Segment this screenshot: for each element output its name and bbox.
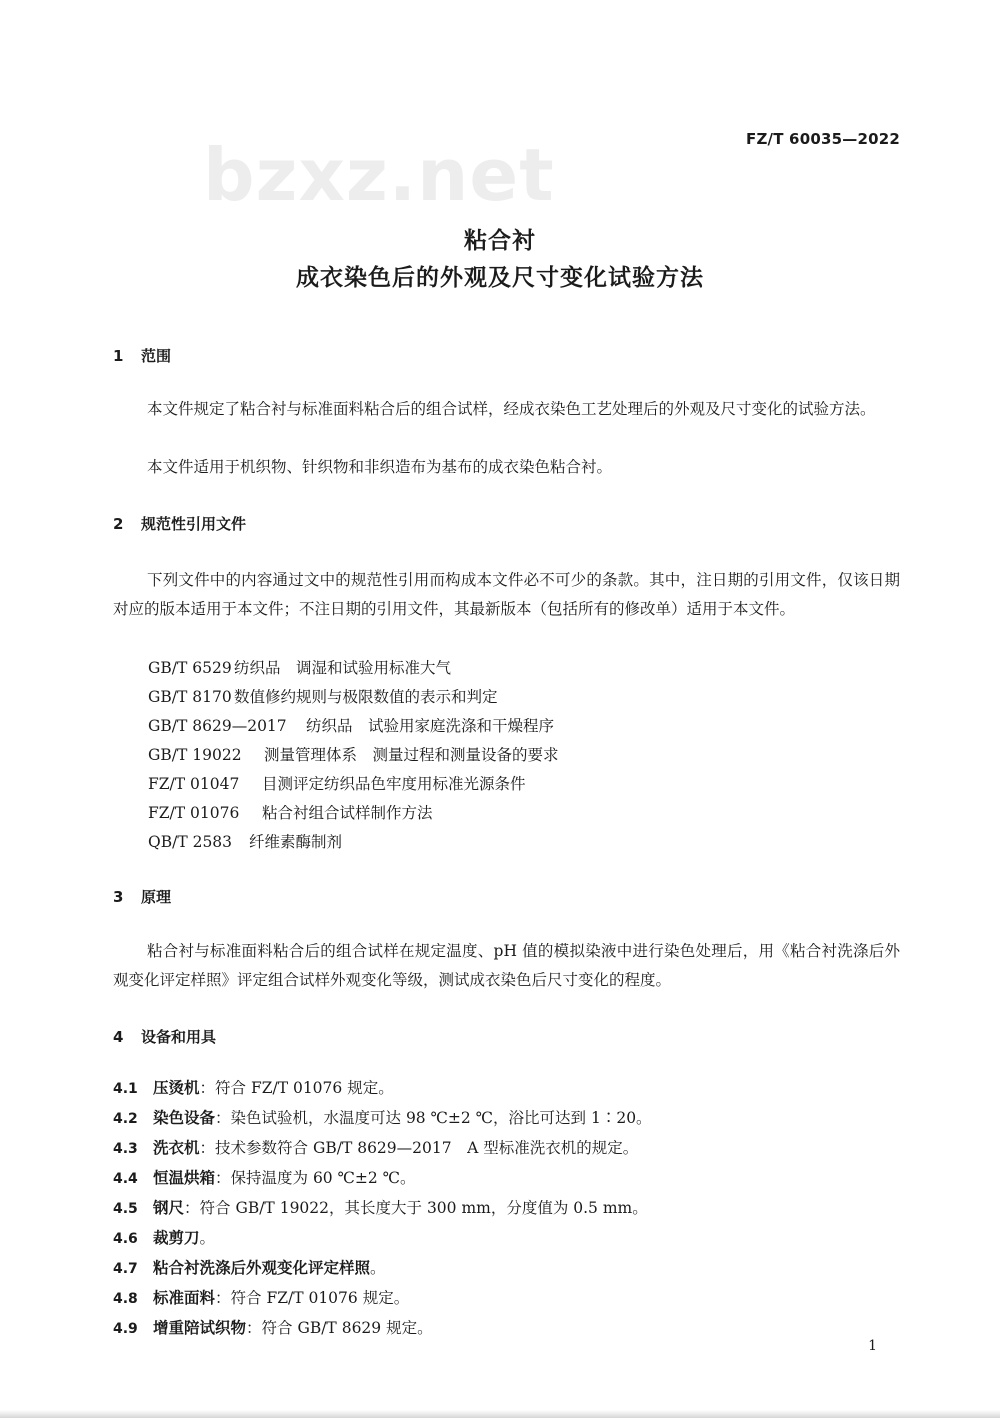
reference-item	[148, 654, 559, 683]
reference-item	[148, 712, 559, 741]
item-term: 洗衣机	[153, 1139, 200, 1157]
item-text: ：符合 GB/T 19022，其长度大于 300 mm，分度值为 0.5 mm。	[184, 1199, 648, 1217]
section-title: 规范性引用文件	[141, 515, 247, 533]
equipment-item	[113, 1164, 652, 1194]
section-title: 设备和用具	[141, 1028, 217, 1046]
section-number: 3	[113, 888, 124, 906]
section-3-paragraph: 粘合衬与标准面料粘合后的组合试样在规定温度、pH 值的模拟染液中进行染色处理后，用《粘合衬洗涤后外观变化评定样照》评定组合试样外观变化等级，测试成衣染色后尺寸变化的程度。	[113, 942, 900, 989]
equipment-item	[113, 1194, 652, 1224]
equipment-item	[113, 1314, 652, 1344]
item-text: ：保持温度为 60 ℃±2 ℃。	[215, 1169, 416, 1187]
item-term: 裁剪刀	[153, 1229, 200, 1247]
item-text: 。	[370, 1259, 386, 1277]
item-term: 增重陪试织物	[153, 1319, 247, 1337]
page-number: 1	[868, 1338, 877, 1354]
item-number: 4.2	[113, 1111, 138, 1127]
item-number: 4.9	[113, 1321, 138, 1337]
reference-title: 数值修约规则与极限数值的表示和判定	[234, 688, 498, 706]
reference-code: FZ/T 01047	[148, 775, 240, 793]
reference-title: 纺织品 试验用家庭洗涤和干燥程序	[306, 717, 555, 735]
equipment-item	[113, 1224, 652, 1254]
item-term: 标准面料	[153, 1289, 216, 1307]
section-4-heading	[113, 1026, 216, 1047]
item-text: ：染色试验机，水温度可达 98 ℃±2 ℃，浴比可达到 1∶20。	[215, 1109, 652, 1127]
reference-item	[148, 770, 559, 799]
item-text: ：符合 FZ/T 01076 规定。	[199, 1079, 394, 1097]
reference-item	[148, 799, 559, 828]
reference-title: 粘合衬组合试样制作方法	[262, 804, 433, 822]
section-3-heading	[113, 886, 171, 907]
reference-title: 纺织品 调湿和试验用标准大气	[234, 659, 452, 677]
section-title: 范围	[141, 347, 172, 365]
reference-code: FZ/T 01076	[148, 804, 240, 822]
item-number: 4.3	[113, 1141, 138, 1157]
reference-title: 测量管理体系 测量过程和测量设备的要求	[264, 746, 559, 764]
item-text: ：符合 GB/T 8629 规定。	[246, 1319, 433, 1337]
section-title: 原理	[141, 888, 172, 906]
equipment-item	[113, 1254, 652, 1284]
equipment-item	[113, 1284, 652, 1314]
item-text: ：符合 FZ/T 01076 规定。	[215, 1289, 410, 1307]
item-number: 4.4	[113, 1171, 138, 1187]
item-number: 4.6	[113, 1231, 138, 1247]
section-2-intro: 下列文件中的内容通过文中的规范性引用而构成本文件必不可少的条款。其中，注日期的引用文件，仅该日期对应的版本适用于本文件；不注日期的引用文件，其最新版本（包括所有的修改单）适用于本文件。	[113, 571, 900, 618]
item-term: 钢尺	[153, 1199, 185, 1217]
reference-list	[148, 654, 559, 857]
reference-code: GB/T 8629—2017	[148, 717, 287, 735]
reference-title: 目测评定纺织品色牢度用标准光源条件	[262, 775, 526, 793]
item-number: 4.8	[113, 1291, 138, 1307]
item-text: ：技术参数符合 GB/T 8629—2017 A 型标准洗衣机的规定。	[199, 1139, 639, 1157]
item-number: 4.1	[113, 1081, 138, 1097]
item-term: 染色设备	[153, 1109, 216, 1127]
standard-code: FZ/T 60035—2022	[746, 130, 900, 148]
reference-title: 纤维素酶制剂	[249, 833, 343, 851]
watermark: bzxz.net	[203, 133, 555, 217]
document-title-line1: 粘合衬	[464, 228, 536, 254]
reference-item	[148, 828, 559, 857]
page-edge	[0, 1410, 1000, 1418]
reference-item	[148, 683, 559, 712]
section-1-paragraph-2: 本文件适用于机织物、针织物和非织造布为基布的成衣染色粘合衬。	[147, 458, 613, 476]
section-2-heading	[113, 513, 246, 534]
section-number: 4	[113, 1028, 124, 1046]
item-number: 4.5	[113, 1201, 138, 1217]
reference-item	[148, 741, 559, 770]
section-1-paragraph-1: 本文件规定了粘合衬与标准面料粘合后的组合试样，经成衣染色工艺处理后的外观及尺寸变化的试验方法。	[147, 400, 876, 418]
item-term: 粘合衬洗涤后外观变化评定样照	[153, 1259, 371, 1277]
section-number: 2	[113, 515, 124, 533]
document-title-line2: 成衣染色后的外观及尺寸变化试验方法	[296, 265, 704, 291]
item-term: 恒温烘箱	[153, 1169, 216, 1187]
item-text: 。	[199, 1229, 216, 1247]
equipment-item	[113, 1134, 652, 1164]
reference-code: QB/T 2583	[148, 833, 233, 851]
equipment-item	[113, 1074, 652, 1104]
reference-code: GB/T 19022	[148, 746, 242, 764]
reference-code: GB/T 8170	[148, 688, 232, 706]
section-number: 1	[113, 347, 124, 365]
item-number: 4.7	[113, 1261, 138, 1277]
section-1-heading	[113, 345, 171, 366]
reference-code: GB/T 6529	[148, 659, 232, 677]
equipment-list	[113, 1074, 652, 1344]
equipment-item	[113, 1104, 652, 1134]
item-term: 压烫机	[153, 1079, 200, 1097]
